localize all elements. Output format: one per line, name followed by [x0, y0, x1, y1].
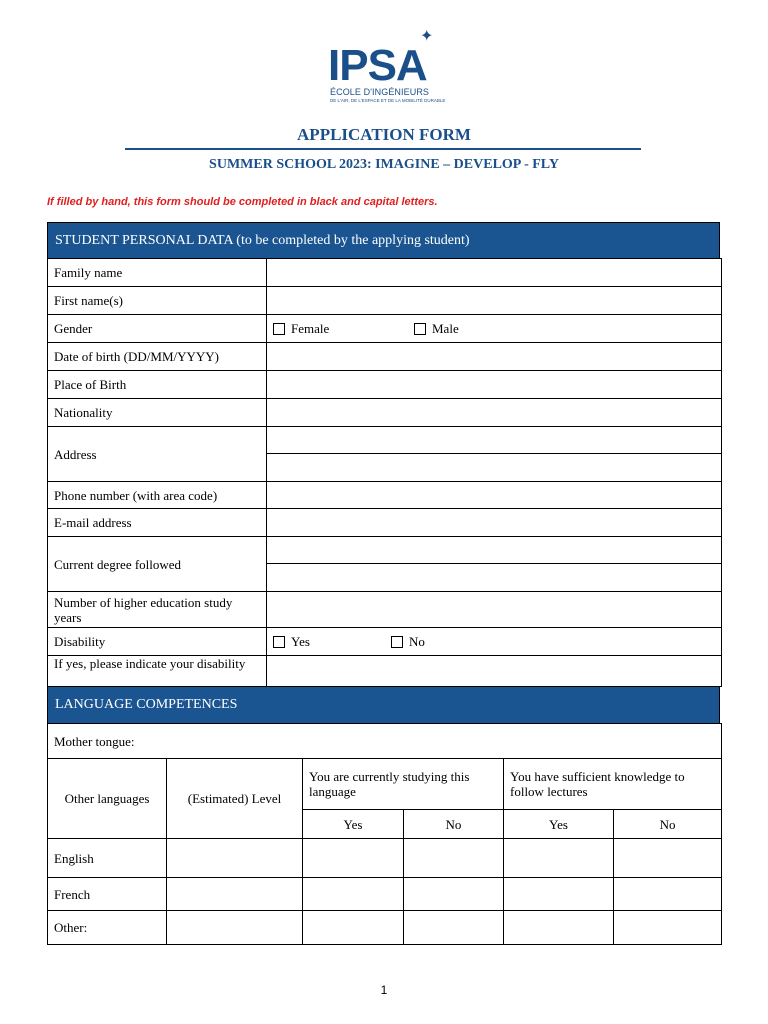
ipsa-logo — [328, 26, 446, 106]
studying-header: You are currently studying this language — [303, 759, 504, 810]
disability-no-label: No — [409, 634, 425, 649]
star-icon: ✦ — [420, 26, 434, 45]
dob-field[interactable] — [267, 343, 722, 371]
instruction-note: If filled by hand, this form should be completed in black and capital letters. — [47, 196, 438, 208]
title-divider — [125, 148, 641, 150]
disability-yes-checkbox[interactable] — [273, 636, 285, 648]
language-header — [47, 686, 720, 724]
nationality-label: Nationality — [48, 399, 267, 427]
form-title: APPLICATION FORM — [297, 125, 471, 144]
studying-yes-field[interactable] — [303, 911, 404, 945]
gender-options — [267, 315, 722, 343]
knowledge-no-field[interactable] — [614, 839, 722, 878]
studying-yes-field[interactable] — [303, 878, 404, 911]
studying-yes-header: Yes — [303, 810, 404, 839]
personal-data-header — [47, 222, 720, 259]
female-checkbox[interactable] — [273, 323, 285, 335]
knowledge-no-field[interactable] — [614, 878, 722, 911]
studying-no-field[interactable] — [404, 911, 504, 945]
disability-no-option[interactable] — [391, 634, 425, 649]
page-number: 1 — [380, 983, 388, 997]
language-name: French — [48, 878, 167, 911]
studying-no-field[interactable] — [404, 839, 504, 878]
degree-label: Current degree followed — [48, 537, 267, 592]
male-label: Male — [432, 321, 459, 336]
studying-yes-field[interactable] — [303, 839, 404, 878]
address-line-1-field[interactable] — [267, 427, 722, 454]
language-row-french — [48, 878, 722, 911]
disability-options — [267, 628, 722, 656]
mother-tongue-field[interactable] — [48, 724, 722, 759]
studying-no-field[interactable] — [404, 878, 504, 911]
knowledge-yes-header: Yes — [504, 810, 614, 839]
mother-tongue-label: Mother tongue: — [54, 733, 135, 749]
knowledge-header: You have sufficient knowledge to follow lectures — [504, 759, 722, 810]
disability-yes-option[interactable] — [273, 634, 391, 649]
pob-field[interactable] — [267, 371, 722, 399]
level-header: (Estimated) Level — [167, 759, 303, 839]
phone-field[interactable] — [267, 482, 722, 509]
other-languages-header: Other languages — [48, 759, 167, 839]
pob-label: Place of Birth — [48, 371, 267, 399]
personal-data-heading: STUDENT PERSONAL DATA (to be completed by the applying student) — [55, 232, 470, 248]
nationality-field[interactable] — [267, 399, 722, 427]
study-years-label: Number of higher education study years — [48, 592, 267, 628]
language-heading: LANGUAGE COMPETENCES — [55, 697, 238, 712]
level-field[interactable] — [167, 911, 303, 945]
male-checkbox[interactable] — [414, 323, 426, 335]
knowledge-no-field[interactable] — [614, 911, 722, 945]
disability-yes-label: Yes — [291, 634, 310, 649]
degree-line-1-field[interactable] — [267, 537, 722, 564]
female-option[interactable] — [273, 321, 414, 336]
language-table — [47, 723, 722, 945]
address-line-2-field[interactable] — [267, 454, 722, 482]
knowledge-yes-field[interactable] — [504, 911, 614, 945]
male-option[interactable] — [414, 321, 459, 336]
knowledge-yes-field[interactable] — [504, 839, 614, 878]
level-field[interactable] — [167, 878, 303, 911]
dob-label: Date of birth (DD/MM/YYYY) — [48, 343, 267, 371]
female-label: Female — [291, 321, 330, 336]
personal-data-table — [47, 258, 722, 687]
logo-subtitle: ÉCOLE D'INGÉNIEURS — [330, 87, 430, 97]
gender-label: Gender — [48, 315, 267, 343]
logo-tagline: DE L'AIR, DE L'ESPACE ET DE LA MOBILITÉ DURABLE — [330, 98, 446, 103]
family-name-field[interactable] — [267, 259, 722, 287]
language-name: Other: — [48, 911, 167, 945]
language-row-other — [48, 911, 722, 945]
degree-line-2-field[interactable] — [267, 564, 722, 592]
study-years-field[interactable] — [267, 592, 722, 628]
level-field[interactable] — [167, 839, 303, 878]
family-name-label: Family name — [48, 259, 267, 287]
first-names-label: First name(s) — [48, 287, 267, 315]
disability-no-checkbox[interactable] — [391, 636, 403, 648]
language-row-english — [48, 839, 722, 878]
logo-wordmark: IPSA — [328, 41, 427, 90]
language-name: English — [48, 839, 167, 878]
email-field[interactable] — [267, 509, 722, 537]
knowledge-yes-field[interactable] — [504, 878, 614, 911]
first-names-field[interactable] — [267, 287, 722, 315]
disability-detail-label: If yes, please indicate your disability — [48, 656, 267, 687]
knowledge-no-header: No — [614, 810, 722, 839]
address-label: Address — [48, 427, 267, 482]
form-subtitle: SUMMER SCHOOL 2023: IMAGINE – DEVELOP - FLY — [209, 157, 559, 172]
studying-no-header: No — [404, 810, 504, 839]
disability-label: Disability — [48, 628, 267, 656]
phone-label: Phone number (with area code) — [48, 482, 267, 509]
disability-detail-field[interactable] — [267, 656, 722, 687]
email-label: E-mail address — [48, 509, 267, 537]
